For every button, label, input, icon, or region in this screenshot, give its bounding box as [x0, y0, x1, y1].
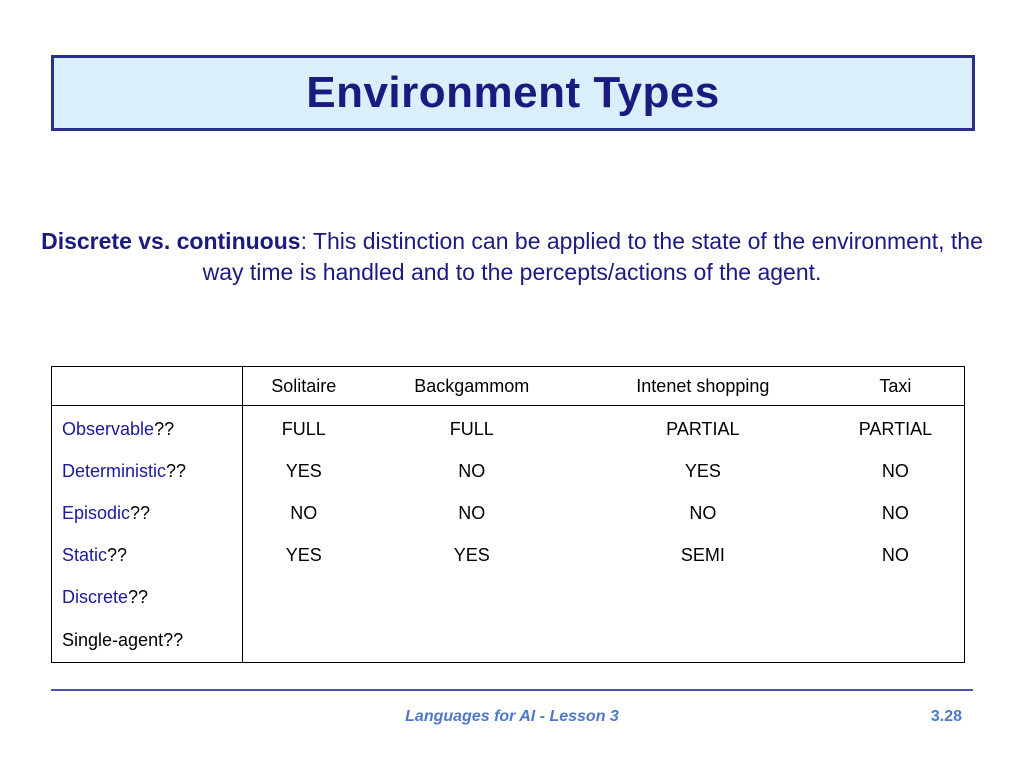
- intro-term: Discrete vs. continuous: [41, 228, 301, 254]
- table-row: [52, 576, 965, 618]
- column-header: Taxi: [827, 367, 965, 406]
- table-corner-cell: [52, 367, 243, 406]
- table-cell: NO: [881, 502, 909, 523]
- row-header: [52, 618, 243, 663]
- table-cell: [827, 576, 965, 618]
- table-cell: YES: [285, 544, 322, 565]
- table-cell: NO: [881, 544, 909, 565]
- property-name: Deterministic: [62, 460, 167, 481]
- row-header: [52, 576, 243, 618]
- row-header: [52, 534, 243, 576]
- table-cell: NO: [689, 502, 717, 523]
- property-name: Episodic: [62, 502, 131, 523]
- table-row: [52, 618, 965, 663]
- table-cell: [243, 618, 365, 663]
- footer-divider: [51, 689, 973, 691]
- table-cell: [243, 576, 365, 618]
- property-suffix: ??: [166, 460, 187, 481]
- table-cell: [579, 576, 827, 618]
- property-suffix: ??: [130, 502, 151, 523]
- property-suffix: ??: [128, 586, 149, 607]
- intro-paragraph: [40, 226, 984, 288]
- table-cell: YES: [453, 544, 490, 565]
- table-cell: PARTIAL: [666, 418, 740, 439]
- table-cell: YES: [684, 460, 721, 481]
- title-box: [51, 55, 975, 131]
- slide-title: Environment Types: [306, 68, 720, 117]
- table-cell: NO: [458, 460, 486, 481]
- property-name: Discrete: [62, 586, 129, 607]
- table-body: [52, 406, 965, 663]
- table-cell: NO: [290, 502, 318, 523]
- footer-page-number: 3.28: [930, 708, 962, 725]
- footer-course: Languages for AI - Lesson 3: [405, 708, 619, 725]
- property-suffix: ??: [163, 629, 184, 650]
- property-name: Single-agent: [62, 629, 164, 650]
- row-header: [52, 492, 243, 534]
- property-suffix: ??: [154, 418, 175, 439]
- table-cell: YES: [285, 460, 322, 481]
- table-cell: [579, 618, 827, 663]
- environment-table: [51, 366, 965, 663]
- property-name: Observable: [62, 418, 155, 439]
- table-cell: [365, 576, 579, 618]
- table-row: [52, 492, 965, 534]
- column-header: Backgammom: [365, 367, 579, 406]
- column-header: Intenet shopping: [579, 367, 827, 406]
- table-cell: FULL: [449, 418, 494, 439]
- table-cell: [365, 618, 579, 663]
- column-header: Solitaire: [243, 367, 365, 406]
- row-header: [52, 450, 243, 492]
- table-cell: SEMI: [680, 544, 725, 565]
- table-cell: PARTIAL: [858, 418, 933, 439]
- property-name: Static: [62, 544, 108, 565]
- property-suffix: ??: [107, 544, 128, 565]
- table-cell: FULL: [281, 418, 326, 439]
- table-cell: NO: [458, 502, 486, 523]
- table-header-row: [52, 367, 965, 406]
- intro-text: : This distinction can be applied to the state of the environment, the way time is handled and to the percepts/actions of the agent.: [202, 228, 983, 285]
- row-header: [52, 406, 243, 451]
- table-cell: NO: [881, 460, 909, 481]
- table-cell: [827, 618, 965, 663]
- table-row: [52, 534, 965, 576]
- table-row: [52, 406, 965, 451]
- table-row: [52, 450, 965, 492]
